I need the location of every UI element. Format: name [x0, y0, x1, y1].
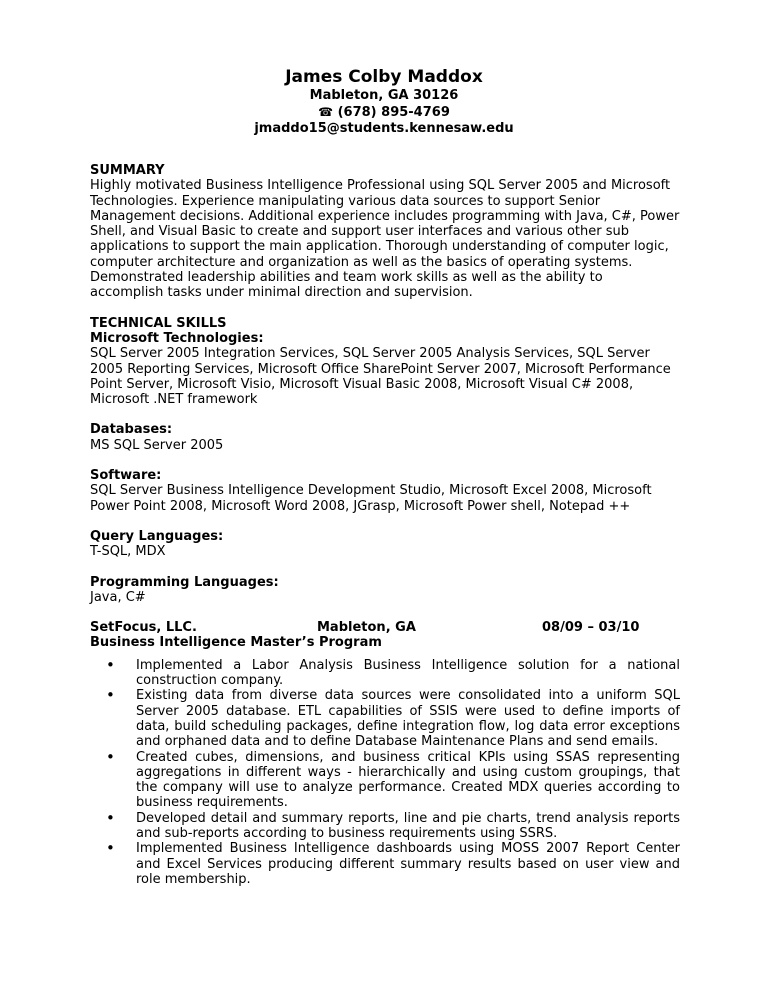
company-name: SetFocus, LLC.	[90, 620, 197, 636]
list-item	[90, 688, 680, 749]
telephone-icon: ☎	[318, 105, 334, 119]
skill-group-label: Software:	[90, 468, 162, 484]
bullet-text: Developed detail and summary reports, line and pie charts, trend analysis reports and sub-reports according to business requirements using SSRS.	[136, 810, 680, 841]
skill-group-label: Programming Languages:	[90, 574, 279, 590]
resume-body	[90, 163, 680, 887]
bullet-icon: •	[106, 686, 115, 705]
skill-group-text: Java, C#	[90, 589, 146, 605]
bullet-icon: •	[106, 655, 115, 674]
job-dates: 08/09 – 03/10	[542, 620, 640, 636]
skill-group-microsoft	[90, 331, 680, 407]
skill-group-text: T-SQL, MDX	[90, 544, 166, 560]
phone-number: (678) 895-4769	[337, 105, 450, 120]
summary-section	[90, 163, 680, 301]
summary-heading: SUMMARY	[90, 163, 165, 178]
technical-skills-section	[90, 316, 680, 605]
resume-header	[0, 66, 768, 137]
list-item	[90, 808, 680, 842]
skill-group-label: Query Languages:	[90, 528, 224, 544]
job-line	[90, 620, 680, 635]
candidate-name: James Colby Maddox	[285, 67, 483, 87]
job-location: Mableton, GA	[317, 620, 416, 636]
skill-group-text: MS SQL Server 2005	[90, 437, 224, 453]
skill-group-label: Microsoft Technologies:	[90, 330, 264, 346]
list-item	[90, 747, 680, 811]
bullet-text: Implemented Business Intelligence dashboards using MOSS 2007 Report Center and Excel Services producing different summary results based on user view and role membership.	[136, 841, 680, 887]
summary-text: Highly motivated Business Intelligence Professional using SQL Server 2005 and Microsoft Technologies. Experience manipulating various data sources to support Senior Management decisions. Additional experience includes programming with Java, C#, Power Shell, and Visual Basic to create and support user interfaces and various other sub applications to support the main application. Thorough understanding of computer logic, computer architecture and organization as well as the basics of operating systems. Demonstrated leadership abilities and team work skills as well as the ability to accomplish tasks under minimal direction and supervision.	[90, 178, 680, 301]
skill-group-label: Databases:	[90, 422, 173, 438]
experience-section	[90, 620, 680, 887]
skill-group-text: SQL Server Business Intelligence Development Studio, Microsoft Excel 2008, Microsoft Power Point 2008, Microsoft Word 2008, JGrasp, Microsoft Power shell, Notepad ++	[90, 483, 652, 514]
experience-bullet-list	[90, 655, 680, 887]
program-title: Business Intelligence Master’s Program	[90, 635, 382, 651]
address: Mableton, GA 30126	[309, 88, 459, 103]
list-item	[90, 655, 680, 689]
bullet-text: Existing data from diverse data sources were consolidated into a uniform SQL Server 2005 database. ETL capabilities of SSIS were used to define imports of data, build scheduling packages, define integration flow, log data error exceptions and orphaned data and to define Database Maintenance Plans and send emails.	[136, 688, 680, 750]
email: jmaddo15@students.kennesaw.edu	[254, 121, 514, 136]
bullet-text: Created cubes, dimensions, and business critical KPIs using SSAS representing aggregations in different ways - hierarchically and using custom groupings, that the company will use to analyze performance. Created MDX queries according to business requirements.	[136, 749, 680, 811]
skill-group-programming-languages	[90, 575, 680, 606]
technical-skills-heading: TECHNICAL SKILLS	[90, 315, 227, 331]
skill-group-text: SQL Server 2005 Integration Services, SQL Server 2005 Analysis Services, SQL Server 2005 Reporting Services, Microsoft Office SharePoint Server 2007, Microsoft Performance Point Server, Microsoft Visio, Microsoft Visual Basic 2008, Microsoft Visual C# 2008, Microsoft .NET framework	[90, 346, 671, 408]
bullet-icon: •	[106, 839, 115, 858]
skill-group-query-languages	[90, 529, 680, 560]
list-item	[90, 841, 680, 887]
bullet-text: Implemented a Labor Analysis Business Intelligence solution for a national construction company.	[136, 657, 680, 689]
skill-group-databases	[90, 422, 680, 453]
bullet-icon: •	[106, 747, 115, 766]
skill-group-software	[90, 468, 680, 514]
phone-line	[0, 104, 768, 121]
bullet-icon: •	[106, 808, 115, 827]
